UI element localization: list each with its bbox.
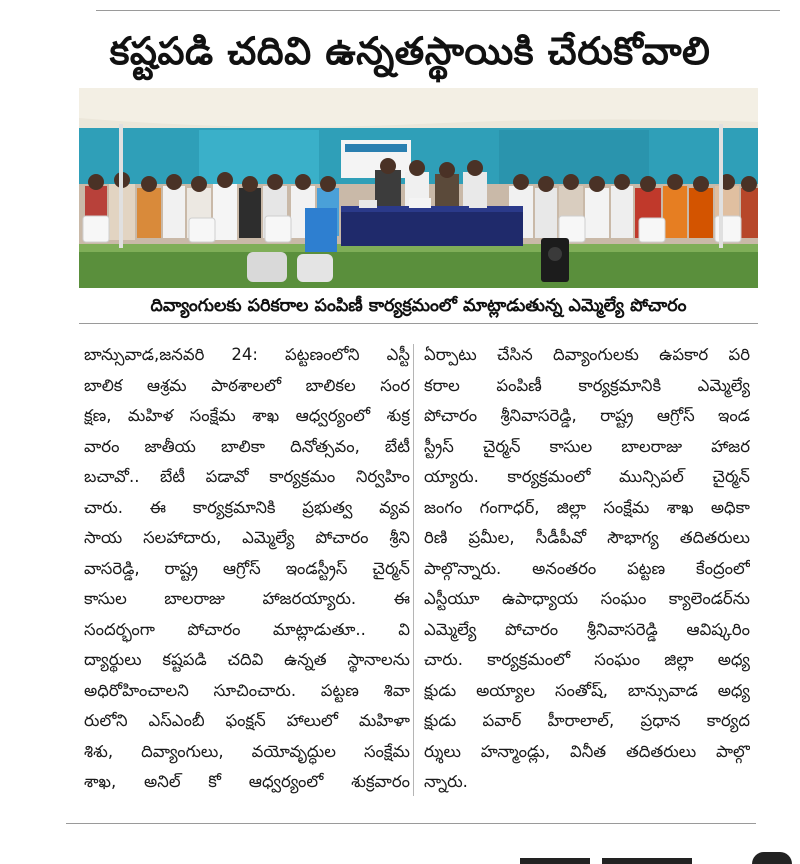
body-line: వారం జాతీయ బాలికా దినోత్సవం, బేటీ — [84, 436, 410, 456]
body-line: కాసుల బాలరాజు హాజరయ్యారు. ఈ — [84, 589, 410, 608]
article-body-left-column — [84, 340, 410, 798]
body-line: పాల్గొన్నారు. అనంతరం పట్టణ కేంద్రంలో — [424, 558, 750, 578]
body-line: రులోని ఎస్ఎంబీ ఫంక్షన్ హాలులో మహిళా — [84, 711, 410, 730]
body-line: ఎస్టీయూ ఉపాధ్యాయ సంఘం క్యాలెండర్‌ను — [424, 589, 750, 608]
article-photo — [79, 88, 758, 288]
body-line: జంగం గంగాధర్, జిల్లా సంక్షేమ శాఖ అధికా — [424, 497, 750, 517]
body-line: బాలిక ఆశ్రమ పాఠశాలలో బాలికల సంర — [84, 375, 410, 395]
body-line: అధిరోహించాలని సూచించారు. పట్టణ శివా — [84, 680, 410, 700]
body-line: సందర్భంగా పోచారం మాట్లాడుతూ.. వి — [84, 619, 410, 639]
column-divider — [413, 344, 414, 796]
body-line: చారు. కార్యక్రమంలో సంఘం జిల్లా అధ్య — [424, 650, 750, 669]
body-line: సాయ సలహాదారు, ఎమ్మెల్యే పోచారం శ్రీని — [84, 528, 410, 547]
body-line: న్నారు. — [424, 772, 468, 791]
body-line: కరాల పంపిణీ కార్యక్రమానికి ఎమ్మెల్యే — [424, 375, 750, 395]
body-line: క్షుడు అయ్యాల సంతోష్, బాన్సువాడ అధ్య — [424, 680, 750, 700]
article-headline: కష్టపడి చదివి ఉన్నతస్థాయికి చేరుకోవాలి — [109, 29, 711, 73]
body-line: య్యారు. కార్యక్రమంలో మున్సిపల్ చైర్మన్ — [424, 467, 750, 486]
body-line: రిణి ప్రమీల, సీడీపీవో సౌభాగ్య తదితరులు — [424, 528, 750, 547]
body-line: స్ట్రీస్ చైర్మన్ కాసుల బాలరాజు హాజర — [424, 436, 750, 456]
body-line: క్షుడు పవార్ హీరాలాల్, ప్రధాన కార్యద — [424, 711, 750, 730]
body-line: పోచారం శ్రీనివాసరెడ్డి, రాష్ట్ర ఆగ్రోస్ ఇండ — [424, 406, 750, 425]
body-line: శాఖ, అనిల్ కో ఆధ్వర్యంలో శుక్రవారం — [84, 772, 410, 791]
body-line: ఏర్పాటు చేసిన దివ్యాంగులకు ఉపకార పరి — [424, 345, 750, 364]
body-line: ర్శులు హన్మాండ్లు, వినీత తదితరులు పాల్గొ — [424, 741, 750, 761]
next-article-fragment — [520, 852, 800, 864]
body-line: చారు. ఈ కార్యక్రమానికి ప్రభుత్వ వ్యవ — [84, 497, 410, 517]
body-line: ఎమ్మెల్యే పోచారం శ్రీనివాసరెడ్డి ఆవిష్కరిం — [424, 619, 750, 639]
article-body-right-column — [424, 340, 750, 798]
body-line: బాన్సువాడ,జనవరి 24: పట్టణంలోని ఎస్టీ — [84, 345, 410, 364]
bottom-rule — [66, 823, 756, 824]
photo-caption: దివ్యాంగులకు పరికరాల పంపిణీ కార్యక్రమంలో మాట్లాడుతున్న ఎమ్మెల్యే పోచారం — [79, 289, 758, 324]
body-line: క్షణ, మహిళ సంక్షేమ శాఖ ఆధ్వర్యంలో శుక్ర — [84, 406, 410, 425]
top-rule — [96, 10, 780, 11]
body-line: ద్యార్థులు కష్టపడి చదివి ఉన్నత స్థానాలను — [84, 650, 410, 669]
body-line: బచావో.. బేటీ పడావో కార్యక్రమం నిర్వహిం — [84, 467, 410, 486]
body-line: శిశు, దివ్యాంగులు, వయోవృద్ధుల సంక్షేమ — [84, 741, 410, 761]
body-line: వాసరెడ్డి, రాష్ట్ర ఆగ్రోస్ ఇండస్ట్రీస్ చైర్మన్ — [84, 558, 410, 578]
